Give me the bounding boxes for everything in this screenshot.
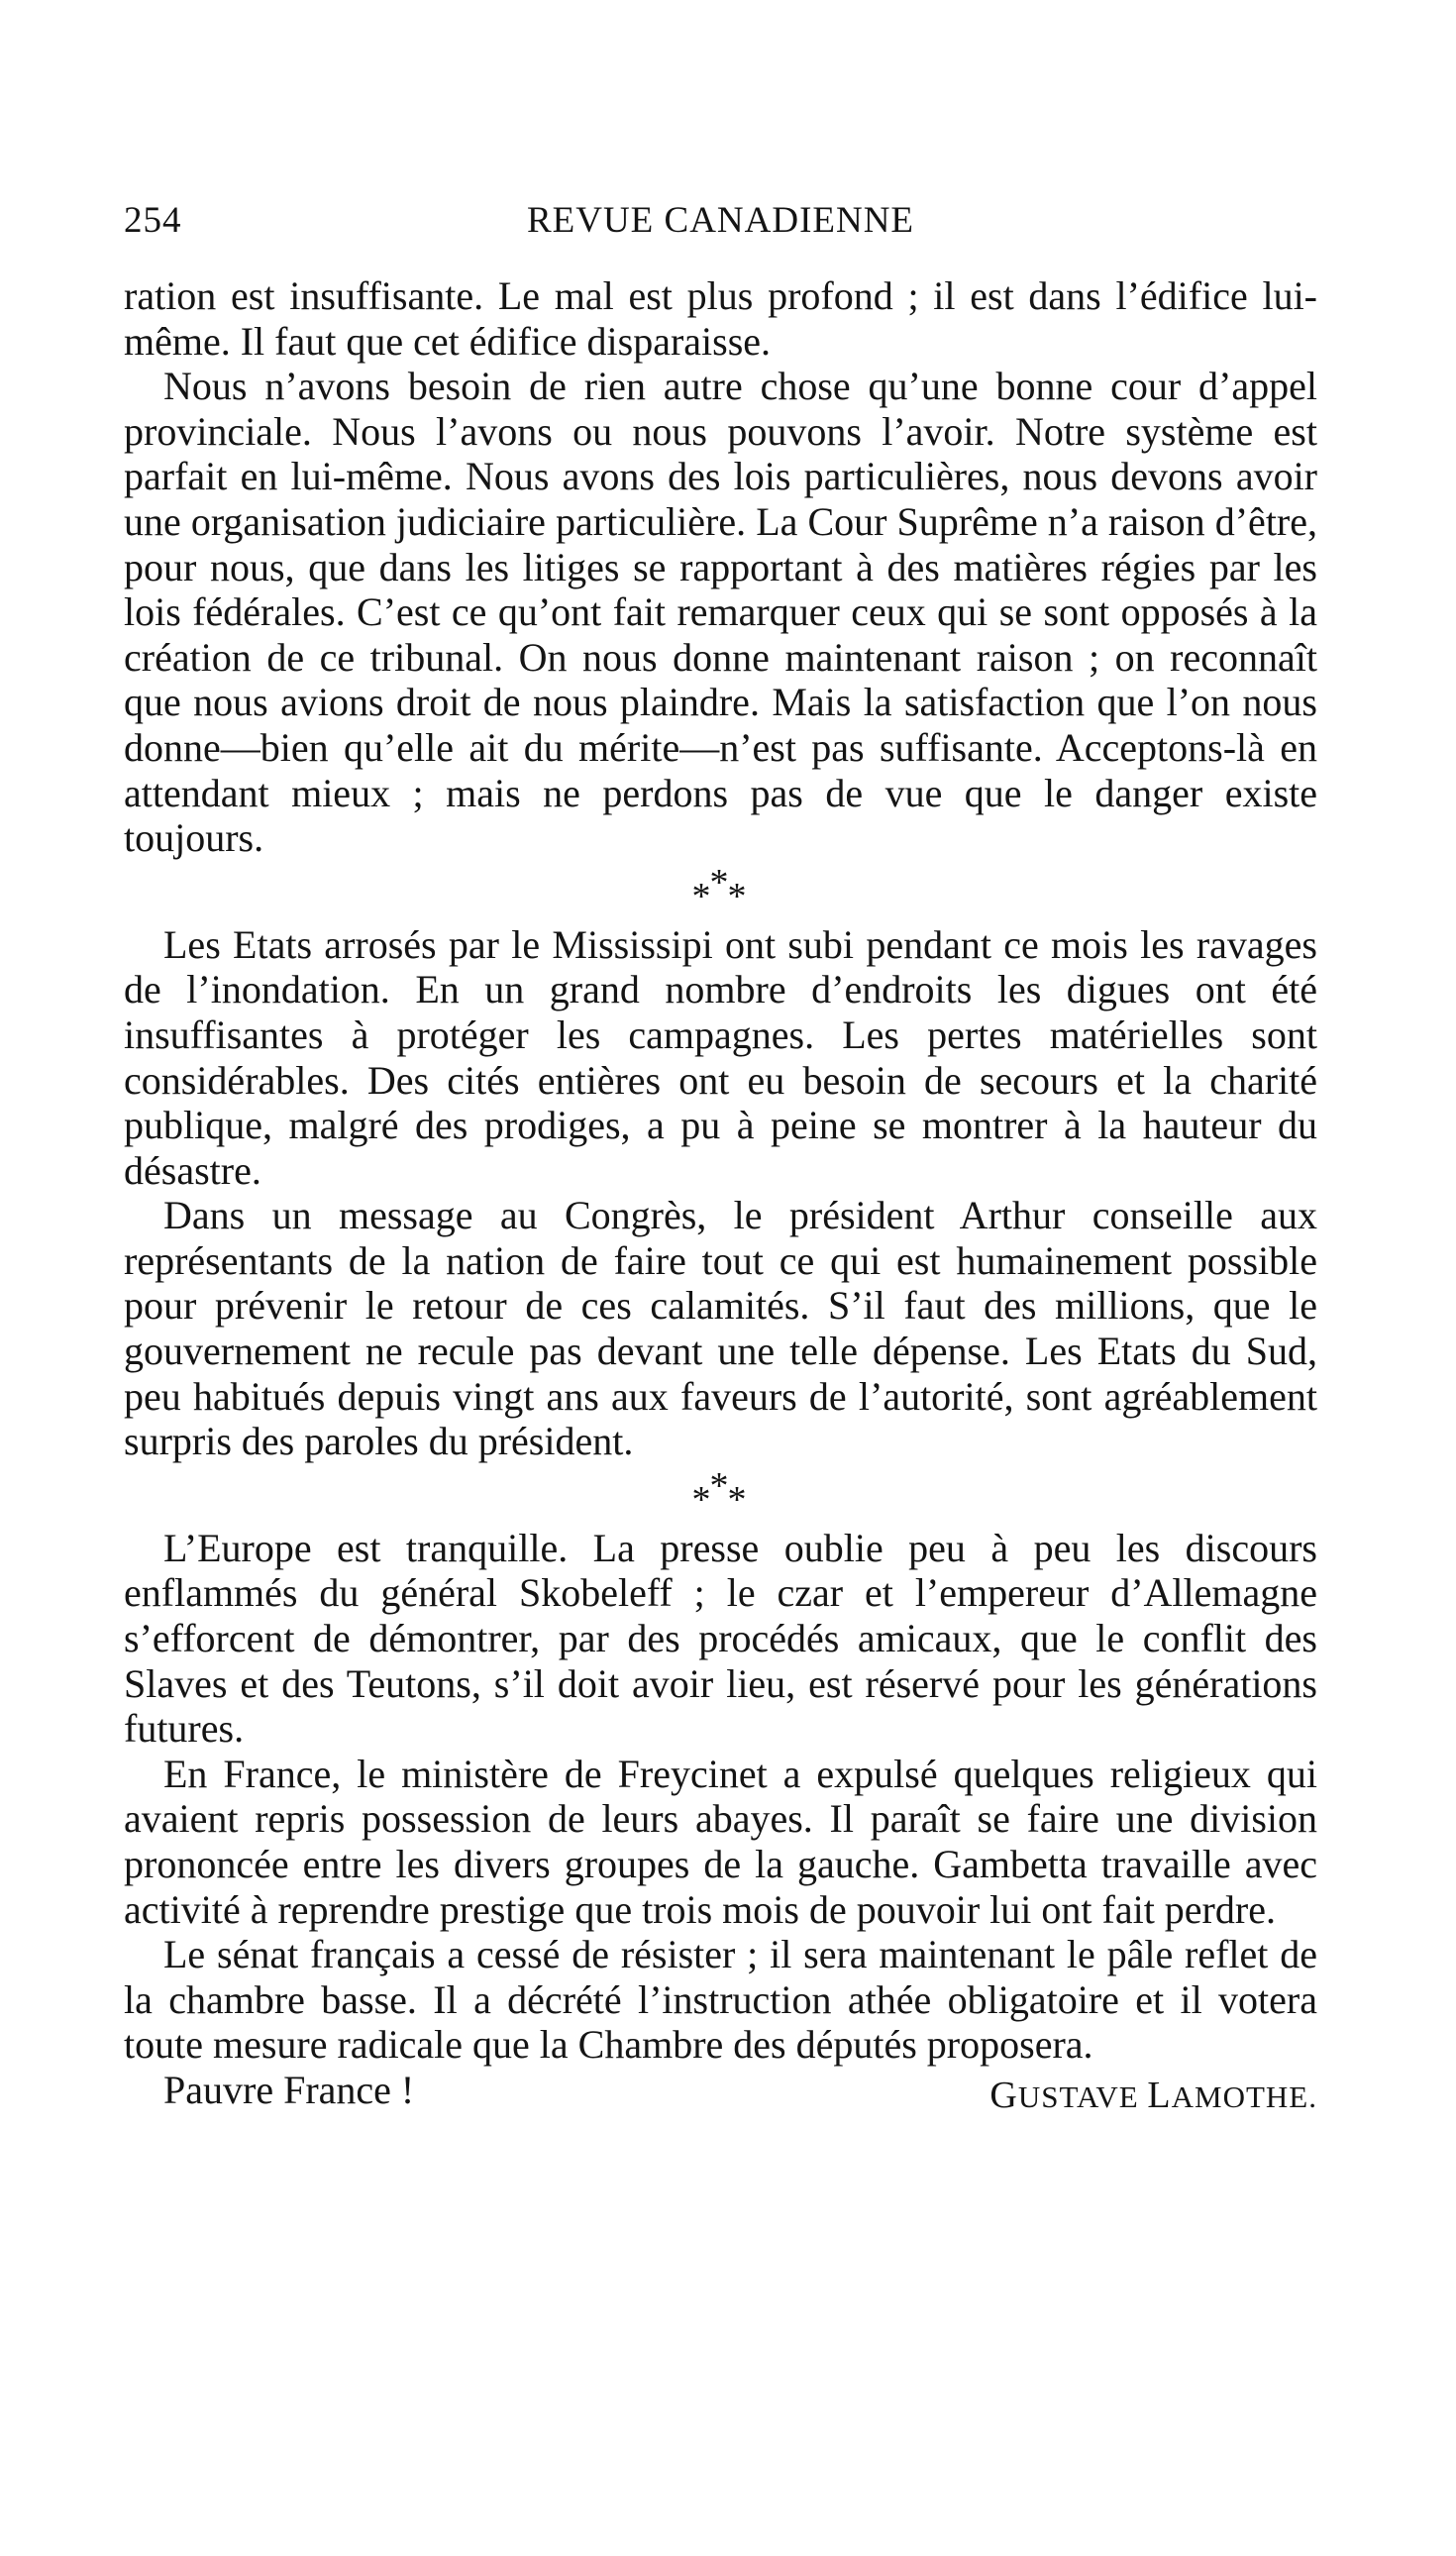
paragraph-europe: L’Europe est tranquille. La presse oublie peu à peu les discours enflammés du général Skobeleff ; le czar et l’empereur d’Allemagne s’efforcent de démontrer, par des procédés amicaux, que le conflit des Slaves et des Teutons, s’il doit avoir lieu, est réservé pour les générations futures. — [124, 1525, 1317, 1752]
signature-first-rest: USTAVE — [1017, 2078, 1139, 2114]
author-signature — [989, 2074, 1317, 2120]
paragraph-mississipi: Les Etats arrosés par le Mississipi ont subi pendant ce mois les ravages de l’inondation. En un grand nombre d’endroits les digues ont été insuffisantes à protéger les campagnes. Les pertes matérielles sont considérables. Des cités entières ont eu besoin de secours et la charité publique, malgré des prodiges, a pu à peine se montrer à la hauteur du désastre. — [124, 921, 1317, 1193]
section-break-asterism — [124, 1464, 1317, 1526]
document-page — [124, 193, 1317, 2115]
running-head — [124, 193, 1317, 249]
paragraph-continuation: ration est insuffisante. Le mal est plus profond ; il est dans l’édifice lui-même. Il faut que cet édifice disparaisse. — [124, 273, 1317, 364]
body-text — [124, 273, 1317, 2115]
asterism-icon: * * * — [691, 1464, 747, 1521]
signature-first-initial: G — [989, 2074, 1018, 2116]
closing-exclamation: Pauvre France ! — [163, 2067, 415, 2112]
running-title: REVUE CANADIENNE — [526, 200, 915, 241]
paragraph-france: En France, le ministère de Freycinet a expulsé quelques religieux qui avaient repris possession de leurs abayes. Il paraît se faire une division prononcée entre les divers groupes de la gauche. Gambetta travaille avec activité à reprendre prestige que trois mois de pouvoir lui ont fait perdre. — [124, 1751, 1317, 1932]
paragraph-cour-supreme: Nous n’avons besoin de rien autre chose qu’une bonne cour d’appel provinciale. Nous l’avons ou nous pouvons l’avoir. Notre système est parfait en lui-même. Nous avons des lois particulières, nous devons avoir une organisation judiciaire particulière. La Cour Suprême n’a raison d’être, pour nous, que dans les litiges se rapportant à des matières régies par les lois fédérales. C’est ce qu’ont fait remarquer ceux qui se sont opposés à la création de ce tribunal. On nous donne maintenant raison ; on reconnaît que nous avions droit de nous plaindre. Mais la satisfaction que l’on nous donne—bien qu’elle ait du mérite—n’est pas suffisante. Acceptons-là en attendant mieux ; mais ne perdons pas de vue que le danger existe toujours. — [124, 364, 1317, 861]
paragraph-senat: Le sénat français a cessé de résister ; il sera maintenant le pâle reflet de la chambre basse. Il a décrété l’instruction athée obligatoire et il votera toute mesure radicale que la Chambre des députés proposera. — [124, 1932, 1317, 2068]
asterism-icon: * * * — [691, 861, 747, 917]
section-break-asterism — [124, 861, 1317, 922]
page-number: 254 — [124, 200, 182, 241]
signature-last-initial: L — [1147, 2074, 1172, 2116]
signature-last-rest: AMOTHE. — [1171, 2078, 1317, 2114]
closing-line — [124, 2068, 1317, 2115]
paragraph-congres: Dans un message au Congrès, le président Arthur conseille aux représentants de la nation de faire tout ce qui est humainement possible pour prévenir le retour de ces calamités. S’il faut des millions, que le gouvernement ne recule pas devant une telle dépense. Les Etats du Sud, peu habitués depuis vingt ans aux faveurs de l’autorité, sont agréablement surpris des paroles du président. — [124, 1193, 1317, 1464]
